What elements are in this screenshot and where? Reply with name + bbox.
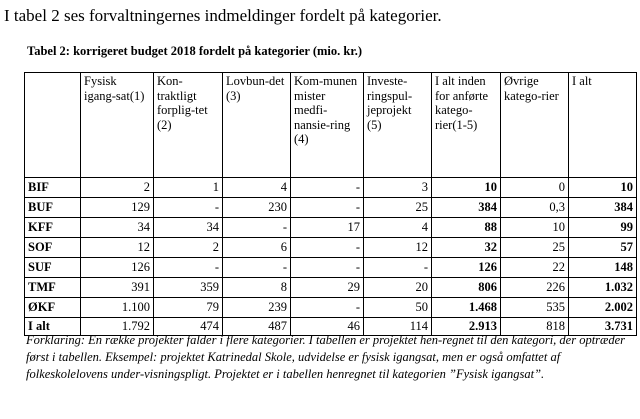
table-cell: 25 xyxy=(501,238,569,258)
table-cell: 32 xyxy=(432,238,501,258)
table-cell: 46 xyxy=(291,318,364,336)
table-cell: 114 xyxy=(364,318,432,336)
intro-text: I tabel 2 ses forvaltningernes indmeldinger fordelt på kategorier. xyxy=(4,6,442,25)
table-cell: 806 xyxy=(432,278,501,298)
table-cell: 29 xyxy=(291,278,364,298)
header-corner-cell xyxy=(25,73,81,178)
table-cell: 3 xyxy=(364,178,432,198)
table-cell: 0 xyxy=(501,178,569,198)
table-cell: 129 xyxy=(81,198,154,218)
table-cell: - xyxy=(291,298,364,318)
table-cell: 126 xyxy=(432,258,501,278)
table-cell: 17 xyxy=(291,218,364,238)
table-row xyxy=(25,178,637,198)
table-row xyxy=(25,238,637,258)
table-cell: 487 xyxy=(223,318,291,336)
table-cell: - xyxy=(291,238,364,258)
table-cell: 4 xyxy=(223,178,291,198)
table-row xyxy=(25,298,637,318)
table-cell: - xyxy=(223,258,291,278)
table-cell: 1.100 xyxy=(81,298,154,318)
table-cell: 2.002 xyxy=(569,298,637,318)
column-header: Kom-munen mister medfi-nansie-ring (4) xyxy=(291,73,364,178)
table-cell: 50 xyxy=(364,298,432,318)
column-header: Øvrige katego-rier xyxy=(501,73,569,178)
table-header-row xyxy=(25,73,637,178)
table-cell: 3.731 xyxy=(569,318,637,336)
table-cell: 1.792 xyxy=(81,318,154,336)
table-cell: 1.468 xyxy=(432,298,501,318)
table-cell: 6 xyxy=(223,238,291,258)
explanation-note: Forklaring: En række projekter falder i flere kategorier. I tabellen er projektet hen-regnet til den kategori, der optræder først i tabellen. Eksempel: projektet Katrinedal Skole, udvidelse er fysisk igangsat, men er også omfattet af folkeskolelovens under-visningspligt. Projektet er i tabellen henregnet til kategorien ”Fysisk igangsat”. xyxy=(26,333,626,382)
table-cell: 126 xyxy=(81,258,154,278)
column-header: Fysisk igang-sat(1) xyxy=(81,73,154,178)
table-cell: 535 xyxy=(501,298,569,318)
table-cell: 359 xyxy=(154,278,223,298)
column-header: I alt inden for anførte katego-rier(1-5) xyxy=(432,73,501,178)
budget-table xyxy=(24,72,637,336)
row-label: SOF xyxy=(25,238,81,258)
table-cell: 1 xyxy=(154,178,223,198)
table-cell: 1.032 xyxy=(569,278,637,298)
table-cell: 25 xyxy=(364,198,432,218)
row-label: SUF xyxy=(25,258,81,278)
table-cell: 818 xyxy=(501,318,569,336)
table-cell: 384 xyxy=(432,198,501,218)
column-header: Kon-traktligt forplig-tet (2) xyxy=(154,73,223,178)
table-cell: 474 xyxy=(154,318,223,336)
table-row xyxy=(25,198,637,218)
table-cell: - xyxy=(154,258,223,278)
row-label: ØKF xyxy=(25,298,81,318)
table-cell: 88 xyxy=(432,218,501,238)
table-cell: 34 xyxy=(81,218,154,238)
table-cell: - xyxy=(291,198,364,218)
table-cell: 0,3 xyxy=(501,198,569,218)
table-cell: - xyxy=(154,198,223,218)
table-cell: 12 xyxy=(81,238,154,258)
table-cell: 8 xyxy=(223,278,291,298)
table-cell: 2 xyxy=(81,178,154,198)
table-cell: 20 xyxy=(364,278,432,298)
row-label: I alt xyxy=(25,318,81,336)
row-label: BUF xyxy=(25,198,81,218)
row-label: TMF xyxy=(25,278,81,298)
table-cell: 2 xyxy=(154,238,223,258)
table-cell: 391 xyxy=(81,278,154,298)
column-header: Lovbun-det (3) xyxy=(223,73,291,178)
table-cell: 22 xyxy=(501,258,569,278)
table-caption: Tabel 2: korrigeret budget 2018 fordelt på kategorier (mio. kr.) xyxy=(27,44,363,58)
table-cell: - xyxy=(223,218,291,238)
table-cell: 230 xyxy=(223,198,291,218)
table-cell: 10 xyxy=(501,218,569,238)
table-cell: 10 xyxy=(569,178,637,198)
table-cell: 239 xyxy=(223,298,291,318)
column-header: Investe-ringspul-jeprojekt (5) xyxy=(364,73,432,178)
table-cell: - xyxy=(291,178,364,198)
table-cell: 79 xyxy=(154,298,223,318)
table-cell: - xyxy=(291,258,364,278)
table-cell: 384 xyxy=(569,198,637,218)
table-cell: 226 xyxy=(501,278,569,298)
row-label: KFF xyxy=(25,218,81,238)
row-label: BIF xyxy=(25,178,81,198)
table-cell: 99 xyxy=(569,218,637,238)
table-cell: 10 xyxy=(432,178,501,198)
table-cell: 2.913 xyxy=(432,318,501,336)
table-cell: 12 xyxy=(364,238,432,258)
table-cell: 57 xyxy=(569,238,637,258)
column-header: I alt xyxy=(569,73,637,178)
table-cell: - xyxy=(364,258,432,278)
table-row xyxy=(25,258,637,278)
table-row xyxy=(25,218,637,238)
table-cell: 148 xyxy=(569,258,637,278)
table-cell: 34 xyxy=(154,218,223,238)
table-cell: 4 xyxy=(364,218,432,238)
table-row xyxy=(25,278,637,298)
